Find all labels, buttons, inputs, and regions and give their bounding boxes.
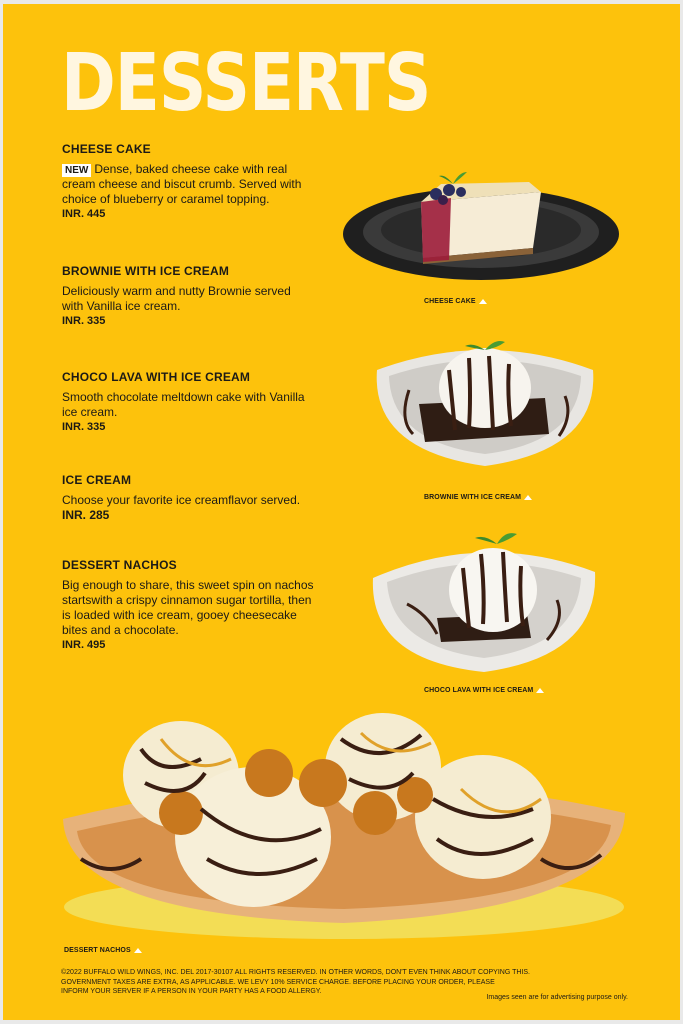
item-description: Big enough to share, this sweet spin on nachos startswith a crispy cinnamon sugar tortilla, then is loaded with ice cream, gooey cheesecake bites and a chocolate. [62,578,314,637]
menu-item-ice-cream [62,473,312,523]
item-price: INR. 335 [62,421,106,433]
triangle-icon [134,948,142,953]
menu-item-brownie [62,264,312,327]
item-name: CHEESE CAKE [62,142,151,156]
brownie-photo [369,330,601,470]
legal-footer [61,968,531,997]
legal-line: GOVERNMENT TAXES ARE EXTRA, AS APPLICABLE. WE LEVY 10% SERVICE CHARGE. BEFORE PLACING YOUR ORDER, PLEASE [61,978,495,986]
caption-brownie: BROWNIE WITH ICE CREAM [424,494,532,501]
triangle-icon [524,495,532,500]
item-price: INR. 285 [62,508,110,522]
item-description: Deliciously warm and nutty Brownie served with Vanilla ice cream. [62,284,291,313]
item-name: BROWNIE WITH ICE CREAM [62,264,230,278]
cheese-cake-photo [341,162,626,282]
menu-page [3,4,680,1020]
triangle-icon [479,299,487,304]
item-description: Smooth chocolate meltdown cake with Vanilla ice cream. [62,390,305,419]
menu-item-cheese-cake [62,142,312,220]
image-disclaimer: Images seen are for advertising purpose only. [486,994,628,1001]
item-price: INR. 495 [62,639,106,651]
caption-choco-lava: CHOCO LAVA WITH ICE CREAM [424,687,544,694]
caption-cheese-cake: CHEESE CAKE [424,298,487,305]
legal-line: ©2022 BUFFALO WILD WINGS, INC. DEL 2017-30107 ALL RIGHTS RESERVED. IN OTHER WORDS, DON'T EVEN THINK ABOUT COPYING THIS. [61,969,531,976]
item-description: Choose your favorite ice creamflavor served. INR. 285 [62,493,301,522]
legal-line: INFORM YOUR SERVER IF A PERSON IN YOUR PARTY HAS A FOOD ALLERGY. [61,988,322,995]
caption-dessert-nachos: DESSERT NACHOS [64,947,142,954]
menu-item-choco-lava [62,370,312,433]
triangle-icon [536,688,544,693]
item-name: ICE CREAM [62,473,132,487]
item-price: INR. 335 [62,315,106,327]
item-price: INR. 445 [62,208,106,220]
item-name: CHOCO LAVA WITH ICE CREAM [62,370,251,384]
new-badge: NEW [62,164,91,177]
menu-item-dessert-nachos [62,558,317,651]
item-name: DESSERT NACHOS [62,558,177,572]
choco-lava-photo [367,510,601,676]
item-description: NEW Dense, baked cheese cake with real cream cheese and biscut crumb. Served with choice of blueberry or caramel topping. [62,162,302,206]
page-title: DESSERTS [61,36,431,130]
dessert-nachos-photo [61,709,627,941]
